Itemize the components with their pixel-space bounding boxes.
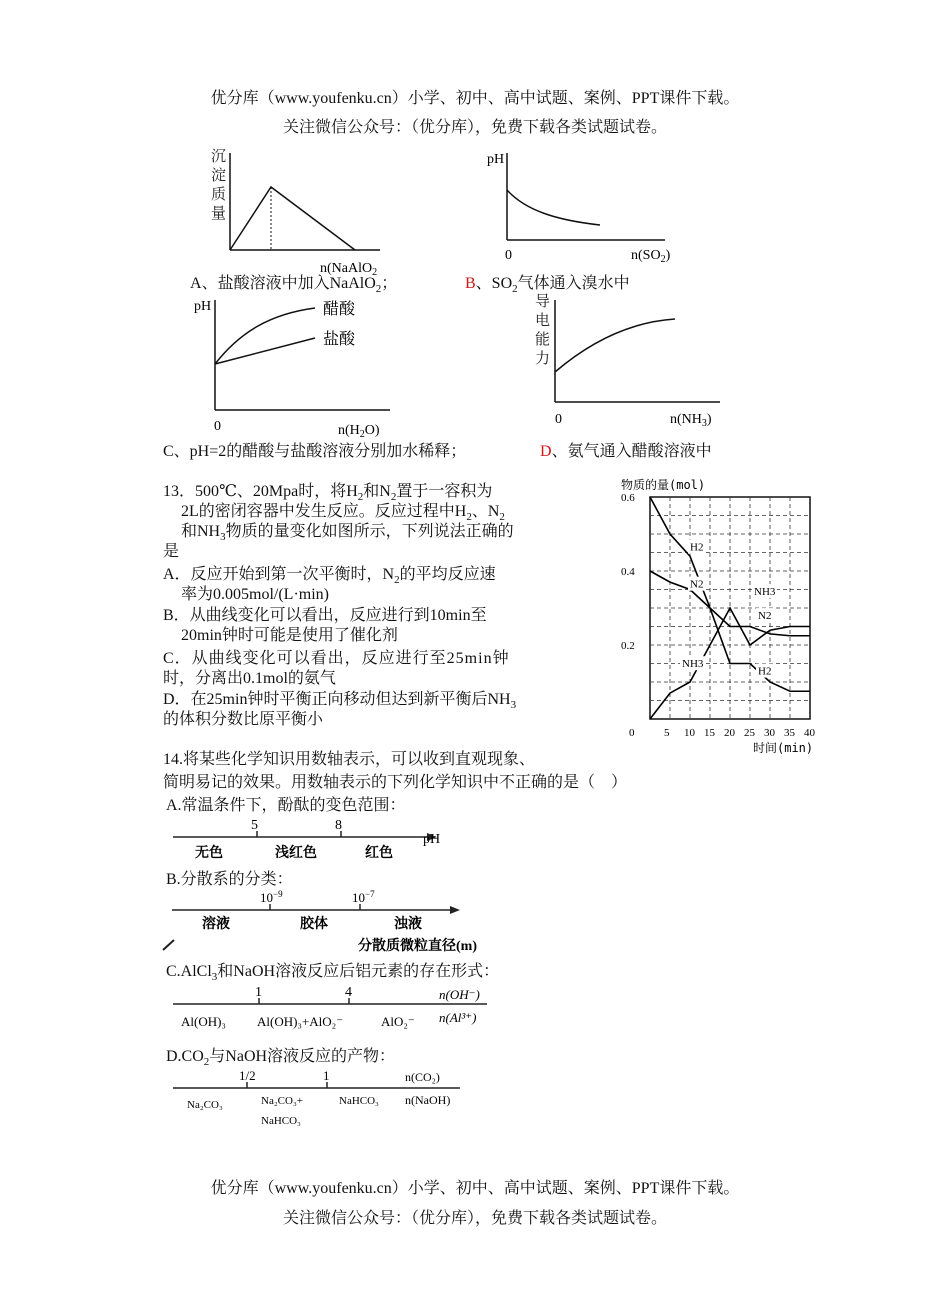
- chart-xtick: 20: [724, 727, 735, 739]
- graph-d-ylabel-4: 力: [535, 351, 551, 367]
- q13-option-b: B．从曲线变化可以看出，反应进行到10min至: [163, 607, 487, 624]
- chart-xlabel: 时间(min): [753, 741, 814, 755]
- q14-a-region-1: 无色: [195, 846, 223, 861]
- graph-b-origin: 0: [505, 248, 512, 263]
- graph-a-curve: [230, 187, 355, 250]
- caption-d: D、氨气通入醋酸溶液中: [540, 443, 712, 460]
- graph-d-xlabel: $n(NH_3)$: [670, 412, 712, 429]
- q13-line-4: 是: [163, 543, 180, 560]
- q14-d-axis-num: n(CO₂): [405, 1070, 440, 1084]
- header-line-2: 关注微信公众号：（优分库），免费下载各类试题试卷。: [282, 119, 667, 136]
- graph-c: [190, 292, 405, 442]
- q14-c-region-3: AlO₂⁻: [381, 1014, 415, 1029]
- q14-c-axis: [165, 982, 505, 1037]
- q14-b-region-2: 胶体: [300, 917, 328, 932]
- q13-option-a-2: 率为0.005mol/(L·min): [181, 586, 329, 603]
- graph-b: [485, 145, 685, 265]
- q13-option-a: A．反应开始到第一次平衡时，$N_2$的平均反应速: [163, 566, 496, 587]
- q14-a-axis: [165, 815, 455, 865]
- graph-a: [205, 145, 405, 280]
- graph-d-curve: [555, 319, 675, 372]
- header-line-1: 优分库（www.youfenku.cn）小学、初中、高中试题、案例、PPT课件下载。: [210, 90, 740, 107]
- q14-c-region-2: Al(OH)₃+AlO₂⁻: [257, 1014, 344, 1029]
- footer-line-1: 优分库（www.youfenku.cn）小学、初中、高中试题、案例、PPT课件下载。: [210, 1180, 740, 1197]
- graph-a-ylabel-4: 量: [211, 206, 227, 222]
- q14-b-tick-2: $10^{-7}$: [352, 889, 375, 905]
- q14-d-region-2: Na₂CO₃+: [261, 1095, 303, 1107]
- graph-a-ylabel-2: 淀: [211, 168, 227, 184]
- graph-d: [530, 292, 730, 432]
- chart-label-nh3: NH3: [754, 586, 776, 599]
- q14-b-region-3: 浊液: [394, 917, 422, 932]
- q13-option-c: C．从曲线变化可以看出，反应进行至25min钟: [163, 650, 510, 667]
- chart-label-n2: N2: [690, 578, 704, 591]
- chart-xtick: 15: [704, 727, 715, 739]
- caption-a: A、盐酸溶液中加入NaAlO$_2$；: [190, 275, 398, 296]
- q14-c-tick-4: 4: [345, 985, 352, 1000]
- graph-a-ylabel-1: 沉: [211, 149, 227, 165]
- q13-chart: [615, 475, 830, 760]
- graph-b-ylabel: pH: [487, 152, 505, 167]
- chart-ytick: 0.2: [621, 640, 635, 652]
- q14-b-axis: [160, 888, 520, 958]
- chart-xtick: 25: [744, 727, 755, 739]
- q14-a-region-2: 浅红色: [275, 846, 317, 861]
- q13-option-c-2: 时，分离出0.1mol的氨气: [163, 670, 336, 687]
- q14-d-label: $D.CO_2$与NaOH溶液反应的产物：: [166, 1048, 396, 1069]
- q14-d-axis-den: n(NaOH): [405, 1093, 451, 1107]
- q14-a-axis-ph: pH: [423, 832, 441, 847]
- graph-d-origin: 0: [555, 412, 562, 427]
- q14-d-tick-1: 1: [323, 1068, 330, 1083]
- graph-d-ylabel-2: 电: [535, 313, 551, 329]
- chart-xtick: 10: [684, 727, 695, 739]
- chart-ytick: 0.4: [621, 566, 635, 578]
- q14-a-tick-5: 5: [251, 818, 258, 833]
- q14-a-tick-8: 8: [335, 818, 342, 833]
- q14-c-axis-num: n(OH⁻): [439, 987, 480, 1002]
- q14-a-label: A.常温条件下，酚酞的变色范围：: [166, 797, 406, 814]
- graph-c-label-acetic: 醋酸: [323, 301, 356, 318]
- graph-d-ylabel-3: 能: [535, 332, 551, 348]
- q13-option-b-2: 20min钟时可能是使用了催化剂: [181, 627, 398, 644]
- chart-label-h2: H2: [690, 541, 704, 554]
- q14-c-tick-1: 1: [255, 985, 262, 1000]
- q14-d-region-3: NaHCO₃: [339, 1095, 379, 1107]
- q14-d-region-1: Na₂CO₃: [187, 1099, 223, 1111]
- q13-line-1: 13．500℃、20Mpa时，将$H_2$和$N_2$置于一容积为: [163, 483, 493, 504]
- q14-c-label: C.AlCl$_3$和NaOH溶液反应后铝元素的存在形式：: [166, 963, 500, 984]
- q14-b-axis-label: 分散质微粒直径(m): [358, 939, 477, 954]
- q14-d-region-2b: NaHCO₃: [261, 1115, 301, 1127]
- caption-b: B、$SO_2$气体通入溴水中: [465, 275, 630, 296]
- graph-b-curve: [507, 190, 600, 225]
- graph-c-xlabel: $n(H_2O)$: [338, 423, 380, 440]
- chart-label-nh3: NH3: [682, 658, 704, 671]
- graph-d-ylabel-1: 导: [535, 294, 551, 310]
- chart-xtick: 35: [784, 727, 795, 739]
- q13-line-2: 2L的密闭容器中发生反应。反应过程中$H_2$、$N_2$: [181, 503, 505, 524]
- graph-c-curve-acetic: [215, 308, 315, 364]
- q14-line-2: 简明易记的效果。用数轴表示的下列化学知识中不正确的是（ ）: [163, 774, 628, 791]
- q13-option-d: D．在25min钟时平衡正向移动但达到新平衡后$NH_3$: [163, 691, 517, 712]
- caption-c: C、pH=2的醋酸与盐酸溶液分别加水稀释；: [163, 443, 467, 460]
- footer-line-2: 关注微信公众号：（优分库），免费下载各类试题试卷。: [282, 1210, 667, 1227]
- chart-xtick: 30: [764, 727, 775, 739]
- graph-c-origin: 0: [214, 419, 221, 434]
- q14-a-region-3: 红色: [365, 846, 393, 861]
- chart-xtick: 40: [804, 727, 815, 739]
- q13-option-d-2: 的体积分数比原平衡小: [163, 711, 324, 728]
- graph-c-ylabel: pH: [194, 299, 212, 314]
- q14-d-axis: [165, 1066, 475, 1136]
- chart-xtick: 5: [664, 727, 670, 739]
- chart-label-h2: H2: [758, 665, 772, 678]
- q14-b-region-1: 溶液: [202, 917, 230, 932]
- q14-d-tick-half: 1/2: [239, 1068, 256, 1083]
- chart-title: 物质的量(mol): [621, 478, 706, 492]
- q13-line-3: 和$NH_3$物质的量变化如图所示，下列说法正确的: [181, 523, 514, 544]
- graph-a-xlabel: n(NaAlO$_2$: [320, 261, 378, 278]
- q14-b-tick-1: $10^{-9}$: [260, 889, 283, 905]
- graph-c-curve-hcl: [215, 338, 315, 364]
- graph-c-label-hcl: 盐酸: [323, 331, 356, 348]
- q14-c-axis-den: n(Al³⁺): [439, 1010, 477, 1025]
- q14-c-region-1: Al(OH)₃: [181, 1014, 226, 1029]
- graph-a-ylabel-3: 质: [211, 187, 227, 203]
- graph-b-xlabel: $n(SO_2)$: [631, 248, 671, 265]
- q14-b-label: B.分散系的分类：: [166, 871, 293, 888]
- chart-ytick: 0.6: [621, 492, 635, 504]
- chart-label-n2: N2: [758, 610, 772, 623]
- q14-line-1: 14.将某些化学知识用数轴表示，可以收到直观现象、: [163, 751, 536, 768]
- chart-xtick: 0: [629, 727, 635, 739]
